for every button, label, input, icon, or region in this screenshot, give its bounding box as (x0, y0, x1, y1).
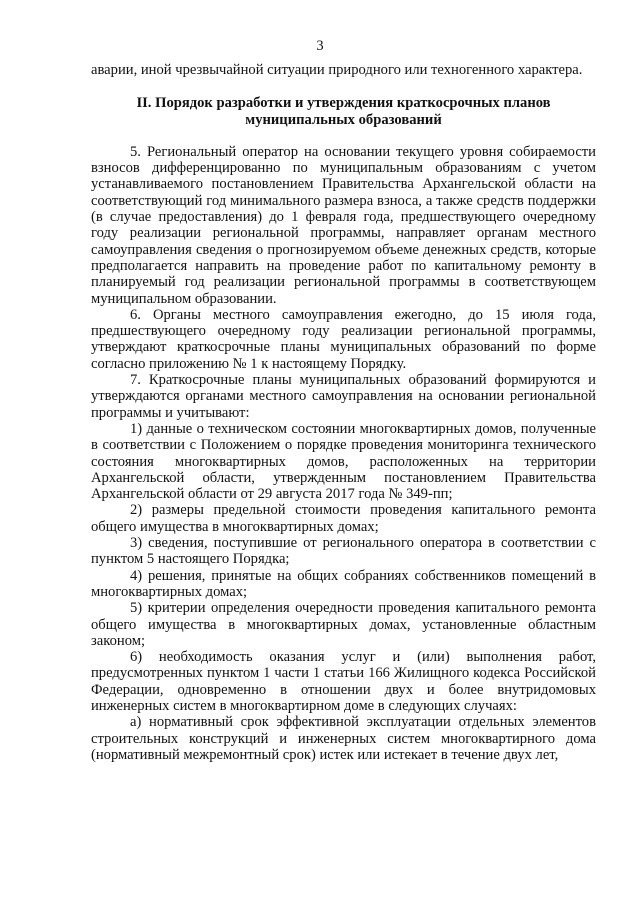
intro-paragraph: аварии, иной чрезвычайной ситуации природного или техногенного характера. (91, 62, 583, 78)
paragraph-6: 6. Органы местного самоуправления ежегодно, до 15 июля года, предшествующего очередному году реализации региональной программы, утверждают краткосрочные планы муниципальных образований по форме согласно приложению № 1 к настоящему Порядку. (91, 306, 596, 372)
page-number: 3 (316, 38, 324, 54)
sub-item-a: а) нормативный срок эффективной эксплуатации отдельных элементов строительных конструкций и инженерных систем многоквартирного дома (нормативный межремонтный срок) истек или истекает в течение двух лет, (91, 714, 596, 763)
document-body (91, 62, 596, 763)
list-item-3: 3) сведения, поступившие от регионального оператора в соответствии с пунктом 5 настоящего Порядка; (91, 535, 596, 568)
section-heading-line-2: муниципальных образований (245, 111, 442, 128)
paragraph-5: 5. Региональный оператор на основании текущего уровня собираемости взносов дифференцированно по муниципальным образованиям с учетом устанавливаемого постановлением Правительства Архангельской области на соответствующий год минимального размера взноса, а также средств поддержки (в случае предоставления) до 1 февраля года, предшествующего очередному году реализации региональной программы, направляет органам местного самоуправления сведения о прогнозируемом объеме денежных средств, которые предполагается направить на проведение работ по капитальному ремонту в планируемый год реализации региональной программы в соответствующем муниципальном образовании. (91, 143, 596, 307)
list-item-6: 6) необходимость оказания услуг и (или) выполнения работ, предусмотренных пунктом 1 части 1 статьи 166 Жилищного кодекса Российской Федерации, одновременно в отношении двух и более внутридомовых инженерных систем в многоквартирном доме в следующих случаях: (91, 649, 596, 714)
list-item-4: 4) решения, принятые на общих собраниях собственников помещений в многоквартирных домах; (91, 567, 596, 600)
list-item-1: 1) данные о техническом состоянии многоквартирных домов, полученные в соответствии с Положением о порядке проведения мониторинга технического состояния многоквартирных домов, расположенных на территории Архангельской области, утвержденным постановлением Правительства Архангельской области от 29 августа 2017 года № 349-пп; (91, 420, 596, 503)
section-heading-line-1: II. Порядок разработки и утверждения краткосрочных планов (136, 95, 551, 112)
list-item-2: 2) размеры предельной стоимости проведения капитального ремонта общего имущества в многоквартирных домах; (91, 502, 596, 535)
list-item-5: 5) критерии определения очередности проведения капитального ремонта общего имущества в многоквартирных домах, установленные областным законом; (91, 600, 596, 649)
section-heading (91, 95, 596, 128)
paragraph-7: 7. Краткосрочные планы муниципальных образований формируются и утверждаются органами местного самоуправления на основании региональной программы и учитывают: (91, 372, 596, 421)
